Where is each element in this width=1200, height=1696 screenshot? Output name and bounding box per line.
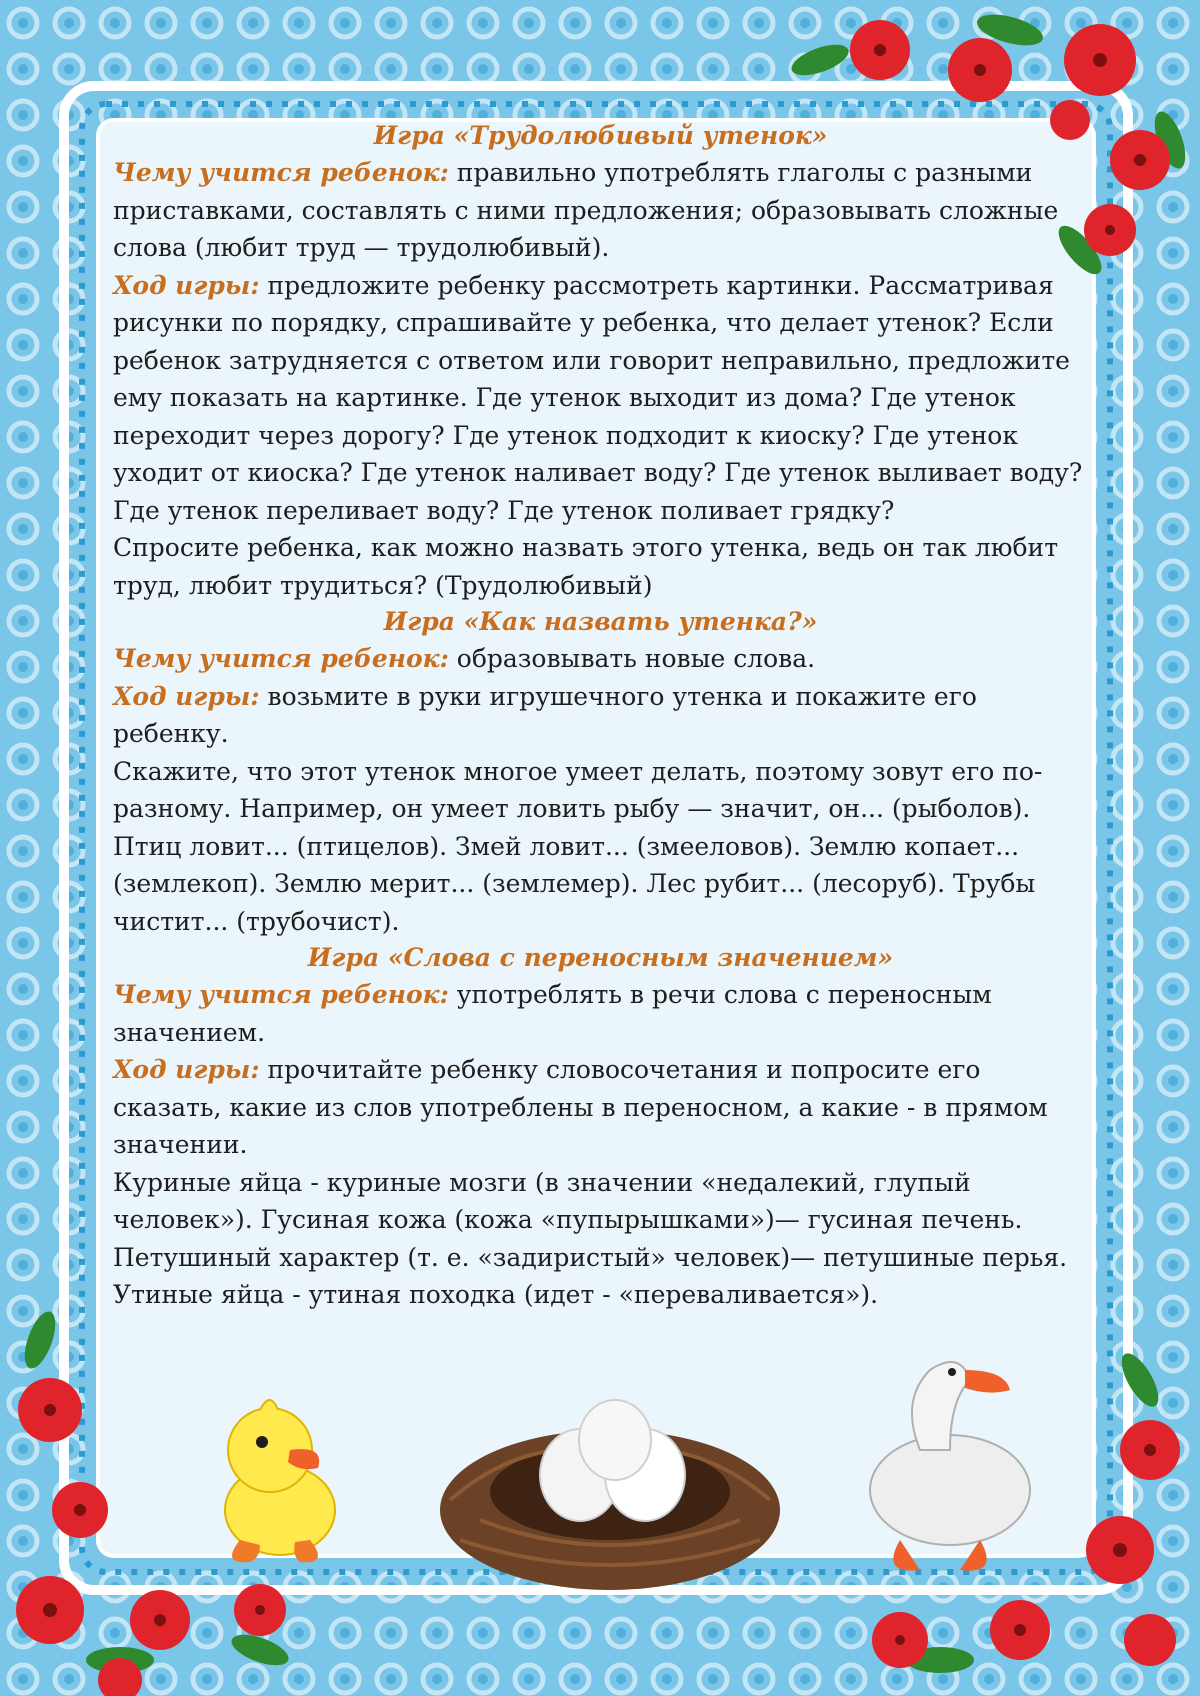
goal-label: Чему учится ребенок:	[113, 980, 449, 1009]
paragraph	[113, 640, 1088, 678]
paragraph	[113, 678, 1088, 753]
steps-label: Ход игры:	[113, 681, 260, 711]
steps-text: предложите ребенку рассмотреть картинки. Рассматривая рисунки по порядку, спрашивайте у ребенка, что делает утенок? Если ребенок затрудняется с ответом или говорит неправильно, предложите ему показать на картинке. Где утенок выходит из дома? Где утенок переходит через дорогу? Где утенок подходит к киоску? Где утенок уходит от киоска? Где утенок наливает воду? Где утенок выливает воду? Где утенок переливает воду? Где утенок поливает грядку?	[113, 270, 1083, 525]
paragraph	[113, 267, 1088, 530]
section-3	[113, 940, 1088, 1314]
nest-with-eggs-illustration	[430, 1380, 790, 1600]
paragraph: Спросите ребенка, как можно назвать этого утенка, ведь он так любит труд, любит трудиться? (Трудолюбивый)	[113, 533, 1059, 600]
document-body	[113, 118, 1088, 1314]
paragraph	[113, 976, 1088, 1051]
steps-label: Ход игры:	[113, 270, 260, 300]
goal-text: образовывать новые слова.	[456, 644, 816, 673]
section-title: Игра «Как назвать утенка?»	[383, 607, 818, 636]
steps-label: Ход игры:	[113, 1055, 260, 1084]
goose-illustration	[840, 1340, 1040, 1580]
section-title: Игра «Слова с переносным значением»	[307, 943, 894, 972]
paragraph: Скажите, что этот утенок многое умеет делать, поэтому зовут его по-разному. Например, он умеет ловить рыбу — значит, он... (рыболов). Птиц ловит... (птицелов). Змей ловит... (змееловов). Землю копает... (землекоп). Землю мерит... (землемер). Лес рубит... (лесоруб). Трубы чистит... (трубочист).	[113, 756, 1043, 936]
paragraph: Куриные яйца - куриные мозги (в значении «недалекий, глупый человек»). Гусиная кожа (кожа «пупырышками»)— гусиная печень. Петушиный характер (т. е. «задиристый» человек)— петушиные перья. Утиные яйца - утиная походка (идет - «переваливается»).	[113, 1167, 1068, 1309]
goal-label: Чему учится ребенок:	[113, 158, 449, 187]
goal-text: правильно употреблять глаголы с разными приставками, составлять с ними предложения; образовывать сложные слова (любит труд — трудолюбивый).	[113, 158, 1059, 262]
section-title: Игра «Трудолюбивый утенок»	[373, 121, 828, 150]
steps-text: прочитайте ребенку словосочетания и попросите его сказать, какие из слов употреблены в переносном, а какие - в прямом значении.	[113, 1055, 1048, 1159]
section-1	[113, 118, 1088, 604]
goal-text: употреблять в речи слова с переносным значением.	[113, 980, 992, 1047]
paragraph	[113, 1051, 1088, 1164]
steps-text: возьмите в руки игрушечного утенка и покажите его ребенку.	[113, 681, 977, 748]
goal-label: Чему учится ребенок:	[113, 644, 449, 673]
duckling-illustration	[200, 1390, 350, 1570]
paragraph	[113, 154, 1088, 267]
section-2	[113, 604, 1088, 940]
